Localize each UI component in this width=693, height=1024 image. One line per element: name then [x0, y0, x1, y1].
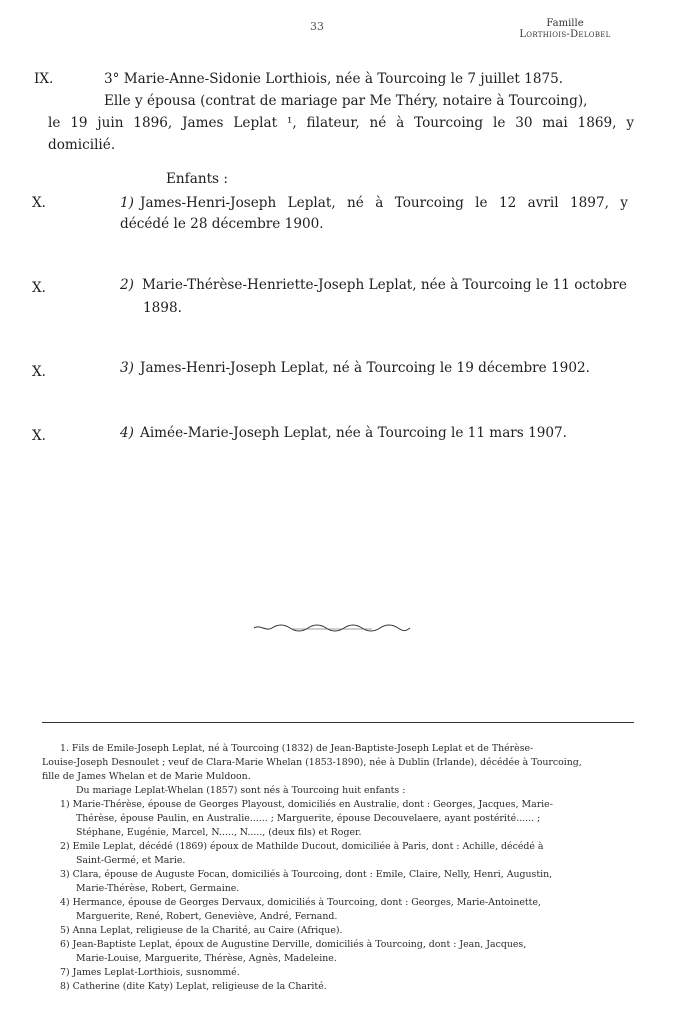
- footnote-line: fille de James Whelan et de Marie Muldoon.: [42, 771, 251, 782]
- ornament-divider: [252, 622, 412, 634]
- generation-marker: X.: [32, 364, 46, 380]
- footnote-line: 5) Anna Leplat, religieuse de la Charité, au Caire (Afrique).: [60, 925, 343, 936]
- child-number: 3): [120, 360, 134, 376]
- footnote-line: 6) Jean-Baptiste Leplat, époux de Augustine Derville, domiciliés à Tourcoing, dont : Jean, Jacques,: [60, 939, 527, 950]
- footnote-separator: [42, 722, 634, 723]
- footnote-line: 2) Emile Leplat, décédé (1869) époux de Mathilde Ducout, domiciliée à Paris, dont : Achille, décédé à: [60, 841, 544, 852]
- generation-marker: X.: [32, 428, 46, 444]
- footnote-line: Saint-Germé, et Marie.: [76, 855, 186, 866]
- family-header: [510, 18, 620, 40]
- entry-line: domicilié.: [48, 137, 116, 153]
- footnote-line: 7) James Leplat-Lorthiois, susnommé.: [60, 967, 240, 978]
- footnote-line: Marie-Thérèse, Robert, Germaine.: [76, 883, 240, 894]
- family-header-line1: Famille: [546, 18, 584, 29]
- child-line: James-Henri-Joseph Leplat, né à Tourcoing le 12 avril 1897, y: [140, 195, 628, 211]
- child-line: 1898.: [143, 300, 182, 316]
- footnote-line: 1. Fils de Emile-Joseph Leplat, né à Tourcoing (1832) de Jean-Baptiste-Joseph Leplat et de Thérèse-: [60, 743, 534, 754]
- footnote-line: Du mariage Leplat-Whelan (1857) sont nés à Tourcoing huit enfants :: [76, 785, 406, 796]
- footnote-line: Louise-Joseph Desnoulet ; veuf de Clara-Marie Whelan (1853-1890), née à Dublin (Irlande), décédée à Tourcoing,: [42, 757, 582, 768]
- child-line: décédé le 28 décembre 1900.: [120, 216, 324, 232]
- entry-line: Elle y épousa (contrat de mariage par Me Théry, notaire à Tourcoing),: [104, 93, 588, 109]
- footnote-line: Marguerite, René, Robert, Geneviève, André, Fernand.: [76, 911, 338, 922]
- child-number: 1): [120, 195, 134, 211]
- generation-marker: IX.: [34, 71, 54, 87]
- generation-marker: X.: [32, 195, 46, 211]
- generation-marker: X.: [32, 280, 46, 296]
- footnote-line: Marie-Louise, Marguerite, Thérèse, Agnès, Madeleine.: [76, 953, 337, 964]
- entry-line: 3° Marie-Anne-Sidonie Lorthiois, née à Tourcoing le 7 juillet 1875.: [104, 71, 564, 87]
- child-number: 4): [120, 425, 134, 441]
- children-heading: Enfants :: [166, 171, 228, 187]
- family-header-line2: Lorthiois-Delobel: [519, 29, 611, 40]
- child-line: Aimée-Marie-Joseph Leplat, née à Tourcoing le 11 mars 1907.: [140, 425, 568, 441]
- child-line: Marie-Thérèse-Henriette-Joseph Leplat, née à Tourcoing le 11 octobre: [142, 277, 627, 293]
- footnote-line: 3) Clara, épouse de Auguste Focan, domiciliés à Tourcoing, dont : Emile, Claire, Nelly, Henri, Augustin,: [60, 869, 553, 880]
- footnote-line: 4) Hermance, épouse de Georges Dervaux, domiciliés à Tourcoing, dont : Georges, Marie-Antoinette,: [60, 897, 541, 908]
- footnote-line: 8) Catherine (dite Katy) Leplat, religieuse de la Charité.: [60, 981, 327, 992]
- entry-line: le 19 juin 1896, James Leplat ¹, filateur, né à Tourcoing le 30 mai 1869, y: [48, 115, 634, 131]
- footnote-line: Stéphane, Eugénie, Marcel, N....., N....., (deux fils) et Roger.: [76, 827, 362, 838]
- footnote-line: 1) Marie-Thérèse, épouse de Georges Playoust, domiciliés en Australie, dont : Georges, Jacques, Marie-: [60, 799, 553, 810]
- child-number: 2): [120, 277, 134, 293]
- child-line: James-Henri-Joseph Leplat, né à Tourcoing le 19 décembre 1902.: [140, 360, 590, 376]
- footnote-line: Thérèse, épouse Paulin, en Australie...... ; Marguerite, épouse Decouvelaere, ayant postérité...... ;: [76, 813, 541, 824]
- page-number: 33: [310, 20, 324, 33]
